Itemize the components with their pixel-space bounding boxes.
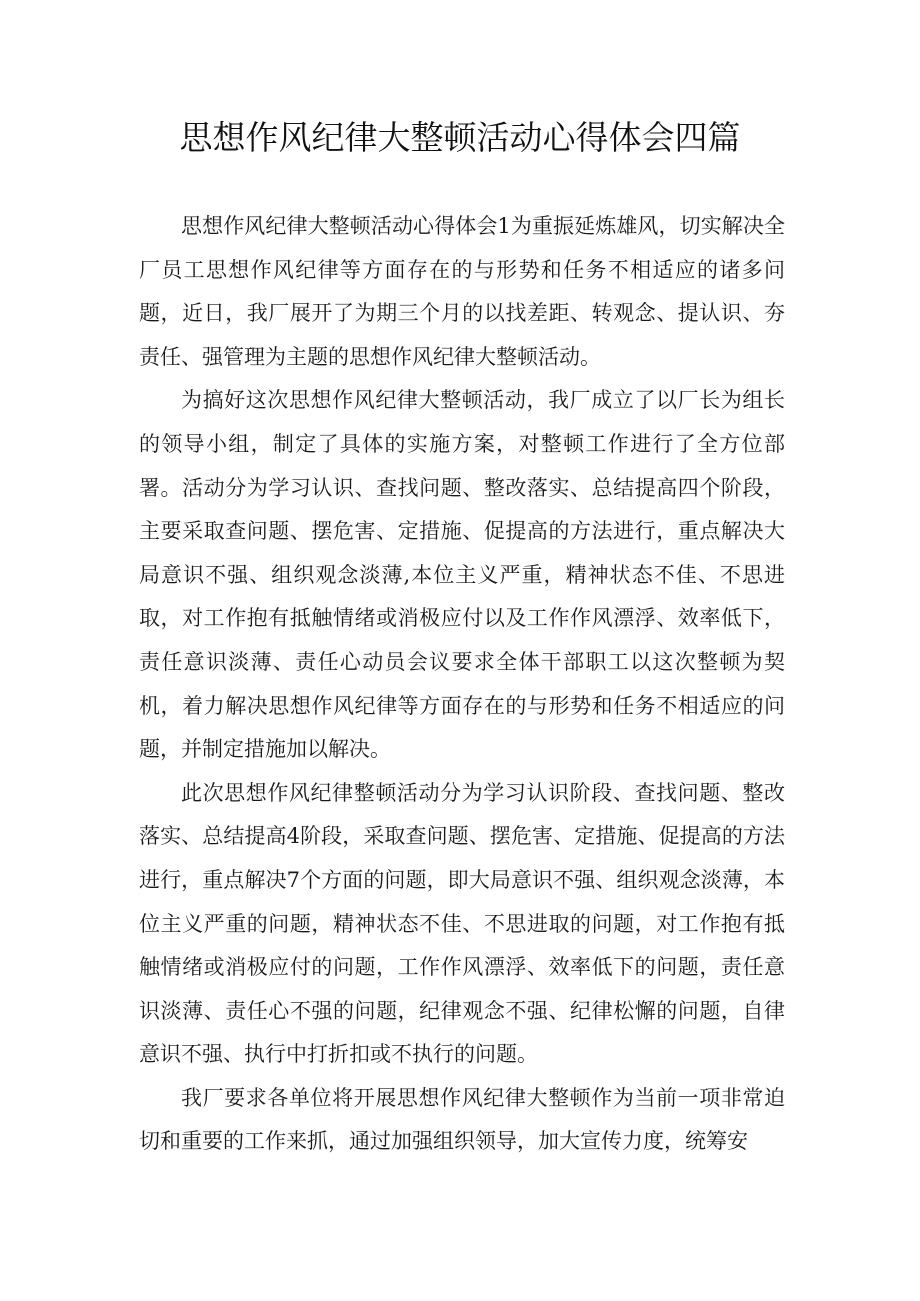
paragraph-2: 为搞好这次思想作风纪律大整顿活动，我厂成立了以厂长为组长的领导小组，制定了具体的实施方案，对整顿工作进行了全方位部署。活动分为学习认识、查找问题、整改落实、总结提高四个阶段，主要采取查问题、摆危害、定措施、促提高的方法进行，重点解决大局意识不强、组织观念淡薄,本位主义严重，精神状态不佳、不思进取，对工作抱有抵触情绪或消极应付以及工作作风漂浮、效率低下，责任意识淡薄、责任心动员会议要求全体干部职工以这次整顿为契机，着力解决思想作风纪律等方面存在的与形势和任务不相适应的问题，并制定措施加以解决。	[139, 388, 785, 762]
document-title: 思想作风纪律大整顿活动心得体会四篇	[179, 118, 741, 157]
paragraph-4: 我厂要求各单位将开展思想作风纪律大整顿作为当前一项非常迫切和重要的工作来抓，通过加强组织领导，加大宣传力度，统筹安	[139, 1085, 785, 1154]
document-body	[139, 205, 785, 1164]
paragraph-3: 此次思想作风纪律整顿活动分为学习认识阶段、查找问题、整改落实、总结提高4阶段，采取查问题、摆危害、定措施、促提高的方法进行，重点解决7个方面的问题，即大局意识不强、组织观念淡薄，本位主义严重的问题，精神状态不佳、不思进取的问题，对工作抱有抵触情绪或消极应付的问题，工作作风漂浮、效率低下的问题，责任意识淡薄、责任心不强的问题，纪律观念不强、纪律松懈的问题，自律意识不强、执行中打折扣或不执行的问题。	[139, 780, 785, 1067]
paragraph-1: 思想作风纪律大整顿活动心得体会1为重振延炼雄风，切实解决全厂员工思想作风纪律等方面存在的与形势和任务不相适应的诸多问题，近日，我厂展开了为期三个月的以找差距、转观念、提认识、夯责任、强管理为主题的思想作风纪律大整顿活动。	[139, 214, 785, 369]
